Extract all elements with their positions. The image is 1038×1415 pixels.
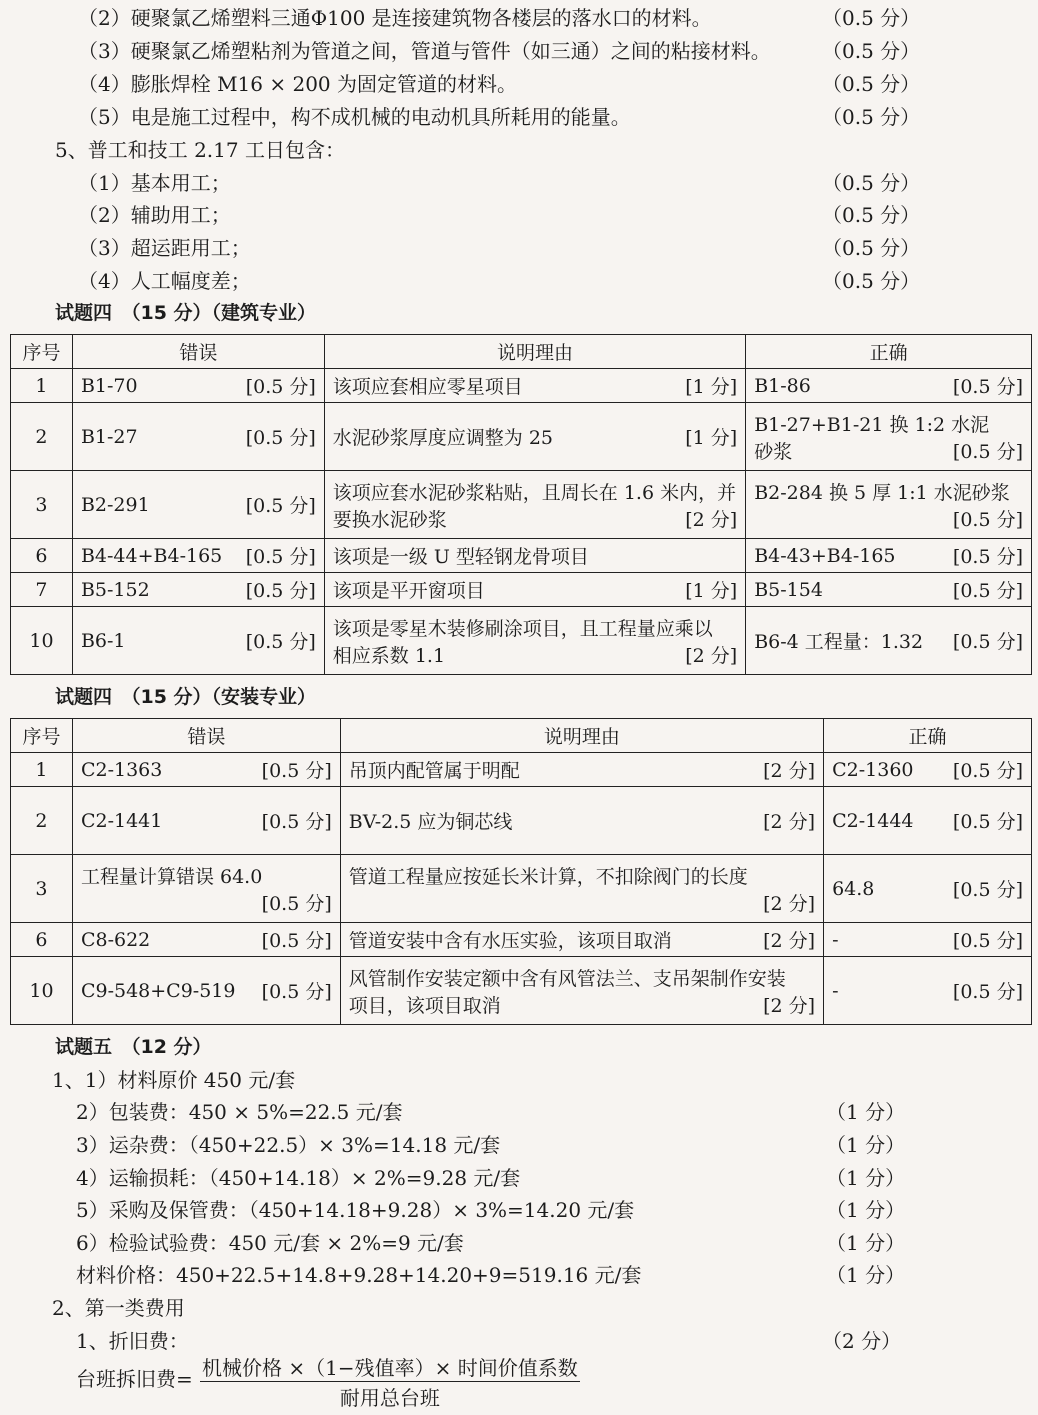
correct-score: [0.5 分]: [952, 440, 1023, 463]
score: （0.5 分）: [822, 203, 921, 227]
correct-code: B5-154: [754, 578, 823, 601]
table-row: [11, 403, 1032, 471]
error-score: [0.5 分]: [261, 930, 332, 952]
error-code: B6-1: [80, 629, 126, 652]
correct-code: B4-43+B4-165: [754, 544, 896, 567]
table-row: [11, 607, 1032, 675]
score: （1 分）: [826, 1100, 906, 1124]
row-no: 6: [11, 923, 73, 957]
formula-fraction: [200, 1352, 580, 1411]
score: （0.5 分）: [822, 171, 921, 195]
row-no: 6: [11, 539, 73, 573]
reason-text: 该项应套水泥砂浆粘贴，且周长在 1.6 米内，并: [332, 481, 737, 504]
correct-code: B1-27+B1-21 换 1:2 水泥: [754, 413, 990, 436]
correct-score: [0.5 分]: [952, 981, 1023, 1003]
error-code: B1-27: [80, 425, 138, 448]
error-score: [0.5 分]: [245, 631, 316, 653]
error-code: C9-548+C9-519: [80, 979, 236, 1002]
reason-score: [1 分]: [685, 376, 738, 398]
reason-score: [2 分]: [763, 760, 816, 782]
error-code: B1-70: [80, 374, 138, 397]
error-score: [0.5 分]: [245, 427, 316, 449]
section-heading-build: 试题四 （15 分）（建筑专业）: [55, 302, 317, 324]
section-heading-install: 试题四 （15 分）（安装专业）: [55, 686, 317, 708]
answer-line: （3）硬聚氯乙烯塑粘剂为管道之间，管道与管件（如三通）之间的粘接材料。: [78, 39, 771, 63]
reason-text: 该项应套相应零星项目: [332, 376, 523, 398]
reason-text: 该项是一级 U 型轻钢龙骨项目: [332, 546, 589, 568]
table-row: [11, 539, 1032, 573]
reason-score: [1 分]: [685, 427, 738, 449]
answer-line: 1、1）材料原价 450 元/套: [52, 1068, 296, 1092]
answer-line: 材料价格：450+22.5+14.8+9.28+14.20+9=519.16 元/套: [76, 1263, 642, 1287]
answer-line: （4）膨胀焊栓 M16 × 200 为固定管道的材料。: [78, 72, 518, 96]
correct-score: [0.5 分]: [952, 879, 1023, 901]
correct-score: [0.5 分]: [952, 546, 1023, 568]
score: （1 分）: [826, 1263, 906, 1287]
score: （1 分）: [826, 1133, 906, 1157]
build-table: [10, 334, 1032, 675]
reason-text: 水泥砂浆厚度应调整为 25: [332, 427, 554, 449]
table-row: [11, 573, 1032, 607]
reason-text: 管道安装中含有水压实验，该项目取消: [348, 930, 672, 952]
header-error: 错误: [72, 719, 340, 753]
row-no: 2: [11, 403, 73, 471]
header-no: 序号: [11, 719, 73, 753]
error-score: [0.5 分]: [245, 580, 316, 602]
score: （0.5 分）: [822, 269, 921, 293]
error-score: [0.5 分]: [245, 376, 316, 398]
reason-score: [2 分]: [763, 892, 816, 915]
header-reason: 说明理由: [340, 719, 823, 753]
error-code: C2-1441: [80, 809, 163, 832]
answer-line: （5）电是施工过程中，构不成机械的电动机具所耗用的能量。: [78, 105, 631, 129]
answer-line: 2）包装费：450 × 5%=22.5 元/套: [76, 1100, 403, 1124]
error-score: [0.5 分]: [261, 892, 332, 915]
correct-score: [0.5 分]: [952, 376, 1023, 398]
correct-code: B1-86: [754, 374, 811, 397]
correct-code: -: [832, 928, 839, 951]
header-no: 序号: [11, 335, 73, 369]
error-code: C2-1363: [80, 758, 163, 781]
formula-denominator: 耐用总台班: [339, 1386, 440, 1410]
error-score: [0.5 分]: [245, 495, 316, 517]
reason-text: BV-2.5 应为铜芯线: [348, 811, 513, 833]
reason-text-cont: 要换水泥砂浆: [332, 508, 447, 531]
correct-score: [0.5 分]: [952, 508, 1023, 531]
header-correct: 正确: [746, 335, 1032, 369]
row-no: 2: [11, 787, 73, 855]
error-score: [0.5 分]: [261, 981, 332, 1003]
score: （0.5 分）: [822, 72, 921, 96]
reason-text: 该项是平开窗项目: [332, 580, 485, 602]
table-row: [11, 369, 1032, 403]
reason-score: [2 分]: [763, 930, 816, 952]
answer-line: 6）检验试验费：450 元/套 × 2%=9 元/套: [76, 1231, 464, 1255]
row-no: 1: [11, 369, 73, 403]
answer-line: 5）采购及保管费：（450+14.18+9.28）× 3%=14.20 元/套: [76, 1198, 635, 1222]
table-row: [11, 923, 1032, 957]
reason-text-cont: 相应系数 1.1: [332, 644, 446, 667]
table-row: [11, 957, 1032, 1025]
answer-line: （2）硬聚氯乙烯塑料三通Φ100 是连接建筑物各楼层的落水口的材料。: [78, 6, 712, 30]
answer-line: （3）超运距用工；: [78, 236, 251, 260]
error-score: [0.5 分]: [261, 760, 332, 782]
table-row: [11, 787, 1032, 855]
error-code: C8-622: [80, 928, 151, 951]
reason-score: [2 分]: [685, 508, 738, 531]
score: （2 分）: [822, 1329, 902, 1353]
score: （0.5 分）: [822, 39, 921, 63]
score: （1 分）: [826, 1166, 906, 1190]
correct-code: B6-4 工程量：1.32: [754, 631, 924, 653]
table-row: [11, 471, 1032, 539]
error-code: B4-44+B4-165: [80, 544, 223, 567]
correct-code: B2-284 换 5 厚 1:1 水泥砂浆: [754, 481, 1010, 504]
reason-score: [1 分]: [685, 580, 738, 602]
answer-line: 3）运杂费：（450+22.5）× 3%=14.18 元/套: [76, 1133, 501, 1157]
table-row: [11, 855, 1032, 923]
correct-score: [0.5 分]: [952, 631, 1023, 653]
table-header-row: [11, 719, 1032, 753]
question-5-title: 5、普工和技工 2.17 工日包含：: [55, 138, 345, 162]
answer-line: 4）运输损耗：（450+14.18）× 2%=9.28 元/套: [76, 1166, 521, 1190]
score: （1 分）: [826, 1198, 906, 1222]
answer-line: （1）基本用工；: [78, 171, 231, 195]
formula-numerator: 机械价格 ×（1−残值率）× 时间价值系数: [200, 1352, 580, 1382]
row-no: 1: [11, 753, 73, 787]
error-code: 工程量计算错误 64.0: [80, 865, 263, 888]
reason-text-cont: 项目，该项目取消: [348, 994, 501, 1017]
row-no: 7: [11, 573, 73, 607]
reason-score: [2 分]: [763, 811, 816, 833]
correct-code: C2-1444: [832, 809, 914, 832]
correct-score: [0.5 分]: [952, 811, 1023, 833]
row-no: 10: [11, 607, 73, 675]
error-code: B5-152: [80, 578, 150, 601]
section-heading-five: 试题五 （12 分）: [55, 1036, 212, 1058]
depreciation-title: 1、折旧费：: [76, 1329, 189, 1353]
reason-text: 该项是零星木装修刷涂项目，且工程量应乘以: [332, 617, 713, 640]
install-table: [10, 718, 1032, 1025]
header-correct: 正确: [824, 719, 1032, 753]
reason-text: 吊顶内配管属于明配: [348, 760, 520, 782]
correct-code: 64.8: [832, 877, 875, 900]
part2-title: 2、第一类费用: [52, 1296, 185, 1320]
table-row: [11, 753, 1032, 787]
answer-line: （4）人工幅度差；: [78, 269, 251, 293]
reason-text: 管道工程量应按延长米计算，不扣除阀门的长度: [348, 865, 748, 888]
correct-code-cont: 砂浆: [754, 440, 793, 463]
reason-score: [2 分]: [685, 644, 738, 667]
error-score: [0.5 分]: [245, 546, 316, 568]
error-score: [0.5 分]: [261, 811, 332, 833]
reason-text: 风管制作安装定额中含有风管法兰、支吊架制作安装: [348, 967, 786, 990]
header-error: 错误: [72, 335, 324, 369]
row-no: 3: [11, 471, 73, 539]
score: （0.5 分）: [822, 236, 921, 260]
table-header-row: [11, 335, 1032, 369]
correct-code: C2-1360: [832, 758, 914, 781]
header-reason: 说明理由: [324, 335, 745, 369]
answer-line: （2）辅助用工；: [78, 203, 231, 227]
correct-code: -: [832, 979, 839, 1002]
score: （0.5 分）: [822, 6, 921, 30]
score: （0.5 分）: [822, 105, 921, 129]
error-code: B2-291: [80, 493, 150, 516]
correct-score: [0.5 分]: [952, 580, 1023, 602]
correct-score: [0.5 分]: [952, 760, 1023, 782]
row-no: 10: [11, 957, 73, 1025]
reason-score: [2 分]: [763, 994, 816, 1017]
score: （1 分）: [826, 1231, 906, 1255]
formula-lhs: 台班拆旧费=: [76, 1367, 193, 1391]
correct-score: [0.5 分]: [952, 930, 1023, 952]
row-no: 3: [11, 855, 73, 923]
